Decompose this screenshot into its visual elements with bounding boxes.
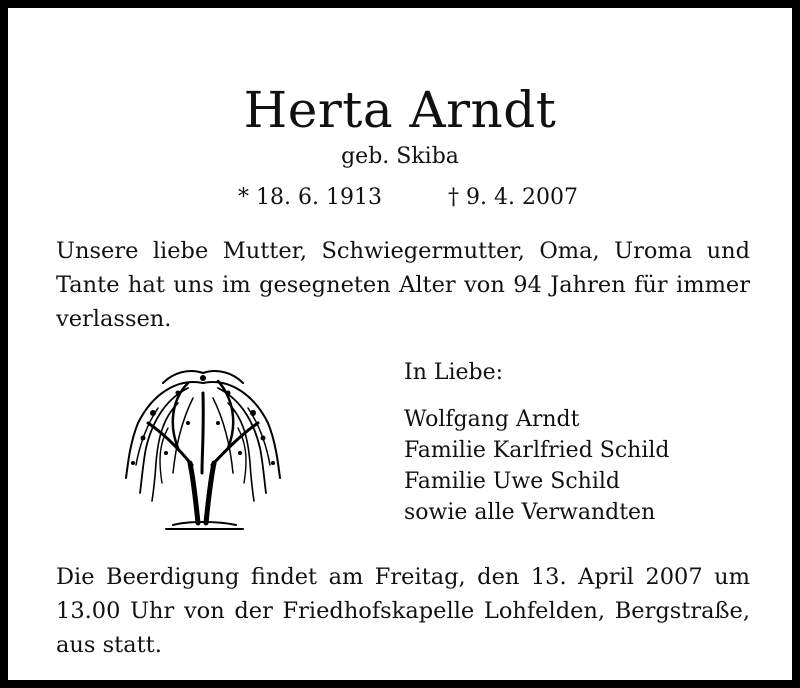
mourner-name: Familie Karlfried Schild: [404, 438, 670, 463]
birth-date: * 18. 6. 1913: [238, 185, 382, 210]
death-date: † 9. 4. 2007: [448, 185, 578, 210]
announcement-line: verlassen.: [56, 306, 172, 332]
mourner-name: Familie Uwe Schild: [404, 469, 620, 494]
announcement-line: Unsere liebe Mutter, Schwiegermutter, Oma, Uroma und: [56, 238, 750, 264]
mourner-name: Wolfgang Arndt: [404, 407, 580, 432]
funeral-paragraph: [56, 560, 750, 662]
deceased-name: Herta Arndt: [243, 81, 557, 139]
announcement-line: Tante hat uns im gesegneten Alter von 94 Jahren für immer: [56, 272, 750, 298]
maiden-name: geb. Skiba: [341, 144, 459, 169]
funeral-line: 13.00 Uhr von der Friedhofskapelle Lohfelden, Bergstraße,: [56, 598, 750, 624]
announcement-paragraph: [56, 234, 750, 336]
funeral-line: aus statt.: [56, 632, 162, 658]
mourners-list: [404, 404, 669, 528]
in-love-label: In Liebe:: [404, 360, 504, 385]
weeping-tree-icon: [118, 353, 288, 533]
funeral-line: Die Beerdigung findet am Freitag, den 13. April 2007 um: [56, 564, 750, 590]
mourner-name: sowie alle Verwandten: [404, 500, 656, 525]
